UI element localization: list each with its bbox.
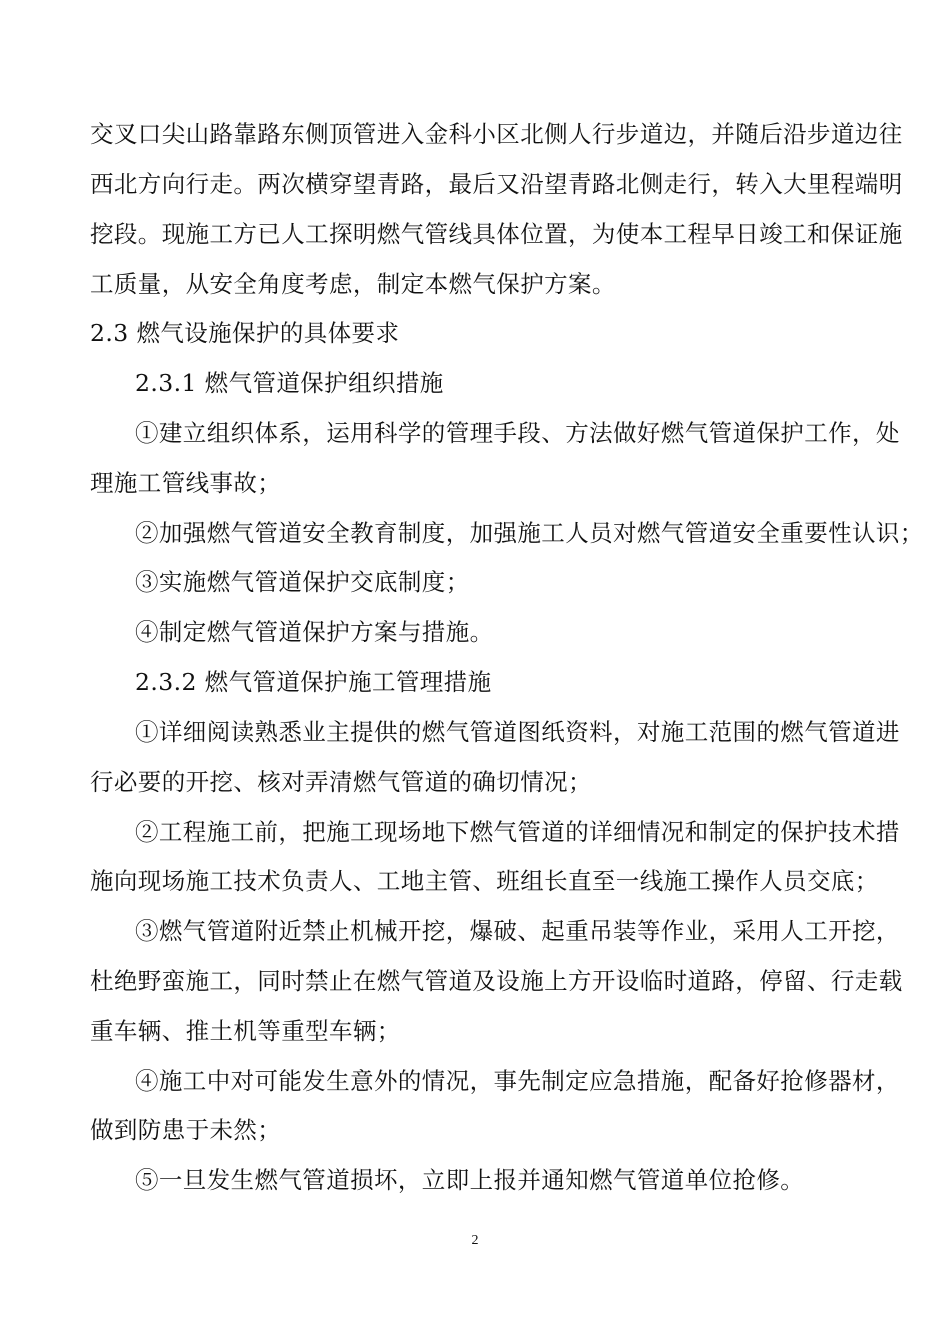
list-item-continuation: 重车辆、推土机等重型车辆； [90, 1017, 401, 1045]
list-item: ③燃气管道附近禁止机械开挖，爆破、起重吊装等作业，采用人工开挖， [135, 917, 900, 945]
paragraph-line: 挖段。现施工方已人工探明燃气管线具体位置，为使本工程早日竣工和保证施 [90, 220, 903, 248]
list-item: ①建立组织体系，运用科学的管理手段、方法做好燃气管道保护工作，处 [135, 419, 900, 447]
list-item-continuation: 行必要的开挖、核对弄清燃气管道的确切情况； [90, 768, 592, 796]
list-item: ④施工中对可能发生意外的情况，事先制定应急措施，配备好抢修器材， [135, 1067, 900, 1095]
list-item-continuation: 理施工管线事故； [90, 469, 282, 497]
paragraph-line: 工质量，从安全角度考虑，制定本燃气保护方案。 [90, 270, 616, 298]
paragraph-line: 交叉口尖山路靠路东侧顶管进入金科小区北侧人行步道边，并随后沿步道边往 [90, 120, 903, 148]
subsection-heading: 2.3.2 燃气管道保护施工管理措施 [135, 668, 492, 696]
list-item: ②工程施工前，把施工现场地下燃气管道的详细情况和制定的保护技术措 [135, 818, 900, 846]
list-item: ⑤一旦发生燃气管道损坏，立即上报并通知燃气管道单位抢修。 [135, 1166, 805, 1194]
list-item-continuation: 杜绝野蛮施工，同时禁止在燃气管道及设施上方开设临时道路，停留、行走载 [90, 967, 903, 995]
list-item: ①详细阅读熟悉业主提供的燃气管道图纸资料，对施工范围的燃气管道进 [135, 718, 900, 746]
list-item: ④制定燃气管道保护方案与措施。 [135, 618, 494, 646]
subsection-heading: 2.3.1 燃气管道保护组织措施 [135, 369, 444, 397]
paragraph-line: 西北方向行走。两次横穿望青路，最后又沿望青路北侧走行，转入大里程端明 [90, 170, 903, 198]
list-item: ③实施燃气管道保护交底制度； [135, 568, 470, 596]
list-item: ②加强燃气管道安全教育制度，加强施工人员对燃气管道安全重要性认识； [135, 519, 924, 547]
list-item-continuation: 做到防患于未然； [90, 1116, 282, 1144]
list-item-continuation: 施向现场施工技术负责人、工地主管、班组长直至一线施工操作人员交底； [90, 867, 879, 895]
page-number: 2 [471, 1233, 479, 1248]
section-heading: 2.3 燃气设施保护的具体要求 [90, 319, 400, 347]
